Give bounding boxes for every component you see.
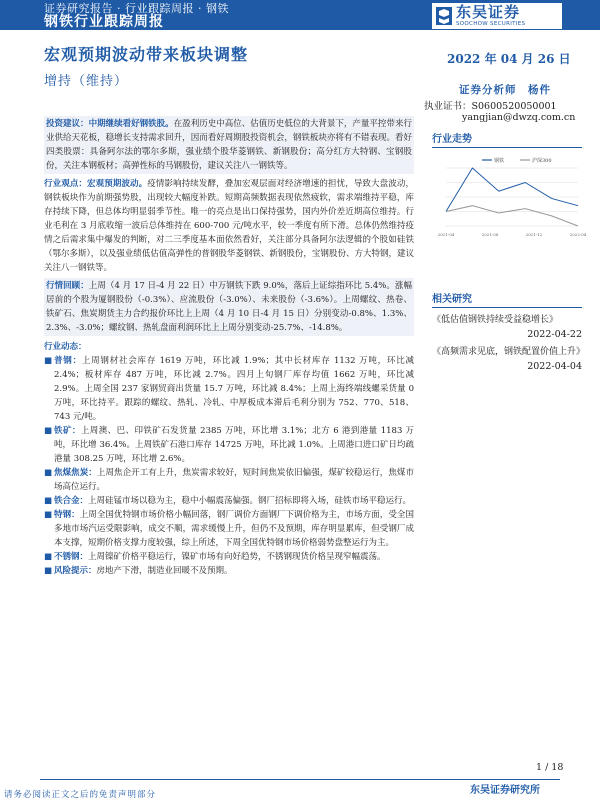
related-research-date: 2022-04-04 [527, 361, 582, 372]
industry-view-text: 疫情影响持续发酵，叠加宏观层面对经济增速的担忧，导致大盘波动，钢铁板块作为前期强势股，出现较大幅度补跌。短期高频数据表现依然疲软，需求端维持平稳，库存持续下降，但总体均明显弱季节性。唯一的亮点是出口保持强势，国内外价差近期高位维持。行业毛利在 3 月底收缩一波后总体维持在 600-700 元/吨水平，较一季度有所下滑。总体仍然维持疫情之后需求集中爆发的判断，对二三季度基本面依然看好，关注部分具备阿尔法逻辑的个股如硅铁（鄂尔多斯），以及强业绩低估值高弹性的普钢股华菱钢铁、新钢股份，宝钢股份、方大特钢，建议关注八一钢铁等。 [44, 179, 414, 273]
analyst-license: 执业证书：S0600520050001 [424, 101, 557, 112]
industry-view-tag: 行业观点： [44, 179, 88, 189]
risk-text: 房地产下滑，制造业回暖不及预期。 [96, 566, 233, 576]
bullet-icon: ■ [44, 510, 53, 520]
investment-advice-lead: 中期继续看好钢铁股。 [88, 119, 174, 129]
rating: 增持（维持） [44, 74, 129, 89]
series-line [446, 168, 578, 212]
industry-trend-heading: 行业走势 [432, 130, 582, 148]
document-title: 宏观预期波动带来板块调整 [44, 45, 249, 64]
market-review [46, 279, 412, 335]
dynamics-tag: 铁合金： [54, 496, 89, 506]
trend-chart [432, 154, 587, 244]
risk-item [44, 564, 414, 578]
dynamics-text: 上周全国优特钢市场价格小幅回落，钢厂调价方面钢厂下调价格为主，市场方面，受全国多地市场汽运受限影响，成交不顺，需求缓慢上升，但仍不及预期，库存明显累库，但受钢厂成本支撑，短期价格支撑力度较强，综上所述，下周全国优特钢市场价格弱势盘整运行为主。 [54, 510, 414, 548]
dynamics-text: 上周焦企开工有上升，焦炭需求较好，短时间焦炭依旧偏强，煤矿较稳运行，焦煤市场高位运行。 [54, 468, 414, 492]
analyst-email[interactable]: yangjian@dwzq.com.cn [462, 112, 576, 123]
risk-tag: 风险提示： [54, 566, 97, 576]
related-research-item[interactable]: 《低估值钢铁持续受益稳增长》 [432, 315, 559, 325]
x-tick-label: 2021-12 [525, 232, 543, 237]
main-content [44, 116, 414, 676]
legend-label: 钢铁 [494, 158, 505, 164]
bullet-icon: ■ [44, 426, 53, 436]
investment-advice-tag: 投资建议： [46, 119, 89, 129]
dynamics-tag: 铁矿： [54, 426, 81, 436]
dynamics-tag: 不锈钢： [54, 552, 89, 562]
x-tick-label: 2021-08 [481, 232, 499, 237]
investment-advice-text: 在盈利历史中高位、估值历史低位的大背景下，产量平控带来行业供给天花板，稳增长支持需求回升，因而看好周期股投资机会，钢铁板块亦将有不错表现。看好四类股票：具备阿尔法的鄂尔多斯，强业绩个股华菱钢铁、新钢股份；高分红方大特钢、宝钢股份，关注本钢板材；高弹性标的马钢股份，建议关注八一钢铁等。 [46, 119, 412, 171]
dynamics-tag: 普钢： [54, 356, 82, 366]
logo-mark-icon [436, 7, 452, 25]
page-number: 1 / 18 [536, 762, 564, 773]
bullet-icon: ■ [44, 566, 53, 576]
list-item [44, 550, 414, 564]
analyst-name: 证券分析师 杨件 [459, 84, 551, 96]
investment-advice-box [44, 116, 414, 174]
report-type-title: 钢铁行业跟踪周报 [44, 14, 164, 30]
x-tick-label: 2022-04 [569, 232, 587, 237]
industry-dynamics-heading: 行业动态： [44, 342, 87, 352]
list-item [44, 494, 414, 508]
industry-view [44, 177, 414, 275]
footer-company: 东吴证券研究所 [470, 785, 540, 796]
related-research-heading: 相关研究 [432, 290, 582, 308]
market-review-box [44, 278, 414, 336]
market-review-tag: 行情回顾： [46, 281, 89, 291]
sidebar [432, 130, 587, 372]
related-research-date: 2022-04-22 [527, 329, 582, 340]
dynamics-text: 上周硅锰市场以稳为主，稳中小幅震荡偏强。钢厂招标即将入场，硅铁市场平稳运行。 [88, 496, 412, 506]
dynamics-text: 上周钢材社会库存 1619 万吨，环比减 1.9%；其中长材库存 1132 万吨，环比减 2.4%；板材库存 487 万吨，环比减 2.7%。四月上旬钢厂库存均值 1662 万吨，环比减 2.9%。上周全国 237 家钢贸商出货量 15.7 万吨，环比减 8.4%；上周上海终端线螺采货量 0 万吨，环比持平。跟踪的螺纹、热轧、冷轧、中厚板成本滞后毛利分别为 752、770、518、743 元/吨。 [54, 356, 414, 422]
bullet-icon: ■ [44, 356, 53, 366]
dynamics-tag: 特钢： [54, 510, 80, 520]
industry-view-lead: 宏观预期波动。 [87, 179, 148, 189]
list-item [44, 466, 414, 494]
trend-chart-svg [432, 154, 587, 244]
related-research-item[interactable]: 《高频需求见底，钢铁配置价值上升》 [432, 347, 586, 357]
logo-text-en: SOOCHOW SECURITIES [456, 20, 526, 27]
bullet-icon: ■ [44, 468, 53, 478]
market-review-text: 上周（4 月 17 日-4 月 22 日）中万钢铁下跌 9.0%，落后上证综指环比 5.4%。涨幅居前的个股为厦钢股份（-0.3%）、应流股份（-3.0%）、未来股份（-3.6%）。上周螺纹、热卷、铁矿石、焦炭期货主力合约报价环比上上周（4 月 10 日-4 月 15 日）分别变动-0.8%、1.3%、2.3%、-3.0%；螺纹钢、热轧盘面利润环比上上周分别变动-25.7%、-14.8%。 [46, 281, 412, 333]
dynamics-tag: 焦煤焦炭： [54, 468, 97, 478]
list-item [44, 424, 414, 466]
breadcrumb: 证券研究报告 · 行业跟踪周报 · 钢铁 [44, 2, 229, 15]
company-logo [432, 3, 562, 29]
x-tick-label: 2021-04 [437, 232, 455, 237]
dynamics-text: 上周镍矿价格平稳运行，镍矿市场有向好趋势，不锈钢现货价格呈现窄幅震荡。 [88, 552, 386, 562]
bullet-icon: ■ [44, 552, 53, 562]
report-date: 2022 年 04 月 26 日 [447, 52, 571, 66]
investment-advice [46, 117, 412, 173]
dynamics-text: 上周澳、巴、印铁矿石发货量 2385 万吨，环比增 3.1%；北方 6 港到港量 1183 万吨，环比增 36.4%。上周铁矿石港口库存 14725 万吨，环比减 1.0%。上周港口进口矿日均疏港量 308.25 万吨，环比增 2.6%。 [54, 426, 414, 464]
list-item [44, 508, 414, 550]
footer-divider [40, 779, 560, 780]
legend-label: 沪深300 [532, 158, 552, 164]
list-item [44, 354, 414, 424]
logo-text-cn: 东吴证券 [456, 2, 521, 21]
series-line [446, 206, 578, 226]
bullet-icon: ■ [44, 496, 53, 506]
disclaimer: 请务必阅读正文之后的免责声明部分 [4, 790, 157, 800]
